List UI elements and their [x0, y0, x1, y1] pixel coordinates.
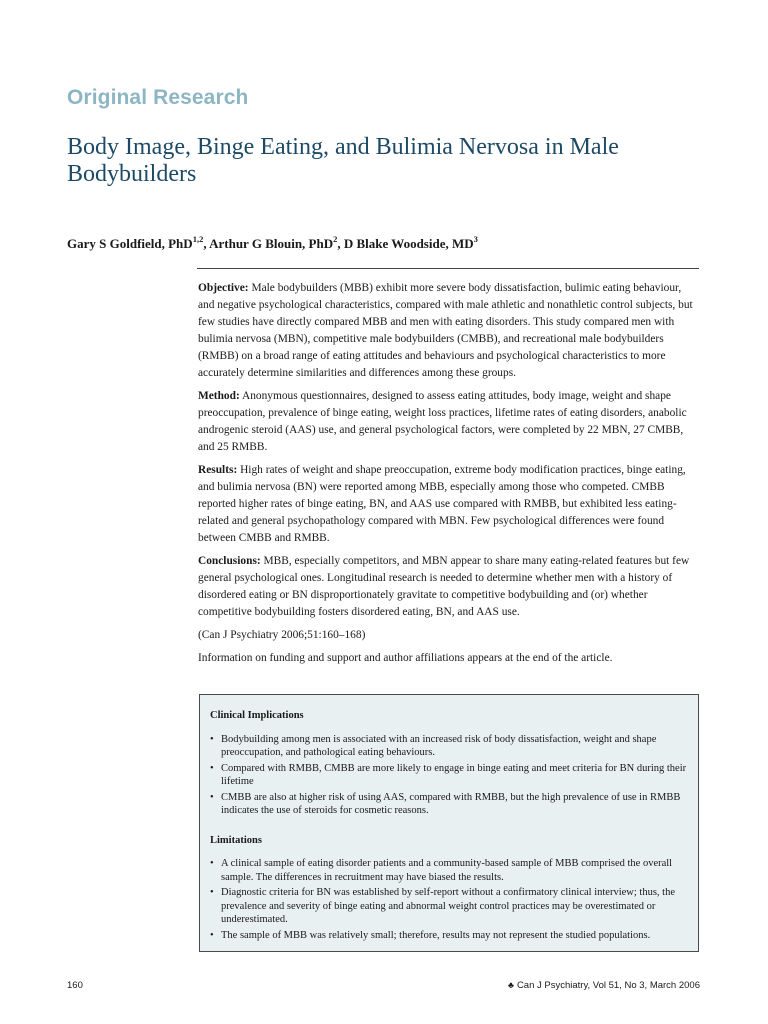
bullet-icon: •: [210, 858, 214, 869]
abstract: [198, 280, 700, 673]
bullet-icon: •: [210, 791, 214, 803]
maple-leaf-icon: ♣: [508, 980, 514, 990]
method-text: Anonymous questionnaires, designed to assess eating attitudes, body image, weight and shape preoccupation, prevalence of binge eating, weight loss practices, lifetime rates of eating disorders, anabolic androgenic steroid (AAS) use, and general psychological factors, were completed by 22 MBN, 27 CMBB, and 25 RMBB.: [198, 390, 687, 453]
author-blouin: , Arthur G Blouin, PhD: [203, 236, 334, 251]
list-item: [210, 791, 688, 818]
results-label: Results:: [198, 464, 238, 476]
funding-note: Information on funding and support and author affiliations appears at the end of the article.: [198, 652, 613, 664]
author-woodside: , D Blake Woodside, MD: [337, 236, 474, 251]
author-woodside-affiliation: 3: [473, 233, 478, 244]
bullet-icon: •: [210, 733, 214, 745]
limitation-text: Diagnostic criteria for BN was established by self-report without a confirmatory clinical interview; thus, the prevalence and severity of binge eating and abnormal weight control practices may be overestimated or underestimated.: [221, 887, 675, 925]
bullet-icon: •: [210, 762, 214, 774]
section-label: Original Research: [67, 86, 249, 109]
journal-citation: Can J Psychiatry, Vol 51, No 3, March 2006: [516, 980, 700, 991]
abstract-conclusions: [198, 553, 700, 621]
objective-label: Objective:: [198, 282, 249, 294]
implication-text: Bodybuilding among men is associated with an increased risk of body dissatisfaction, weight and shape preoccupation, and pathological eating behaviours.: [221, 733, 657, 758]
article-title: Body Image, Binge Eating, and Bulimia Nervosa in Male Bodybuilders: [67, 134, 619, 187]
limitation-text: The sample of MBB was relatively small; therefore, results may not represent the studied populations.: [221, 929, 651, 941]
results-text: High rates of weight and shape preoccupation, extreme body modification practices, binge eating, and bulimia nervosa (BN) were reported among MBB, especially among those who competed. CMBB reported higher rates of binge eating, BN, and AAS use compared with RMBB, but exhibited less eating-related and general psychopathology compared with MBN. Few psychological differences were found between CMBB and RMBB.: [198, 464, 686, 544]
limitations-heading: Limitations: [210, 834, 262, 846]
abstract-results: [198, 462, 700, 547]
page-number: 160: [67, 980, 83, 991]
conclusions-label: Conclusions:: [198, 555, 261, 567]
author-list: [67, 233, 478, 252]
citation: (Can J Psychiatry 2006;51:160–168): [198, 629, 366, 641]
implication-text: CMBB are also at higher risk of using AAS, compared with RMBB, but the high prevalence of use in RMBB indicates the use of steroids for cosmetic reasons.: [221, 791, 681, 816]
bullet-icon: •: [210, 929, 214, 941]
clinical-implications-box: [199, 694, 699, 952]
author-goldfield-affiliation: 1,2: [192, 233, 204, 244]
limitation-text: A clinical sample of eating disorder patients and a community-based sample of MBB comprised the overall sample. The differences in recruitment may have biased the results.: [221, 858, 673, 883]
implications-list: [210, 733, 688, 818]
author-blouin-affiliation: 2: [333, 233, 338, 244]
bullet-icon: •: [210, 887, 214, 898]
abstract-divider: [197, 268, 699, 269]
abstract-method: [198, 388, 700, 456]
conclusions-text: MBB, especially competitors, and MBN appear to share many eating-related features but few general psychological ones. Longitudinal research is needed to determine whether men with a history of disordered eating or BN disproportionately gravitate to competitive bodybuilding and (or) whether competitive bodybuilding fosters disordered eating, BN, and AAS use.: [198, 555, 690, 618]
author-goldfield: Gary S Goldfield, PhD: [67, 236, 193, 251]
list-item: [210, 857, 688, 884]
abstract-objective: [198, 280, 700, 382]
journal-footer: [508, 980, 700, 991]
implication-text: Compared with RMBB, CMBB are more likely to engage in binge eating and meet criteria for BN during their lifetime: [221, 762, 687, 787]
method-label: Method:: [198, 390, 240, 402]
list-item: [210, 733, 688, 760]
limitations-list: [210, 857, 688, 942]
list-item: [210, 762, 688, 789]
objective-text: Male bodybuilders (MBB) exhibit more severe body dissatisfaction, bulimic eating behaviour, and negative psychological characteristics, compared with male athletic and nonathletic control subjects, but few studies have directly compared MBB and men with eating disorders. This study compared men with bulimia nervosa (MBN), competitive male bodybuilders (CMBB), and recreational male bodybuilders (RMBB) on a broad range of eating attitudes and behaviours and psychological characteristics to more accurately determine similarities and differences among these groups.: [198, 282, 693, 379]
list-item: [210, 929, 688, 943]
list-item: [210, 886, 688, 927]
implications-heading: Clinical Implications: [210, 710, 304, 721]
